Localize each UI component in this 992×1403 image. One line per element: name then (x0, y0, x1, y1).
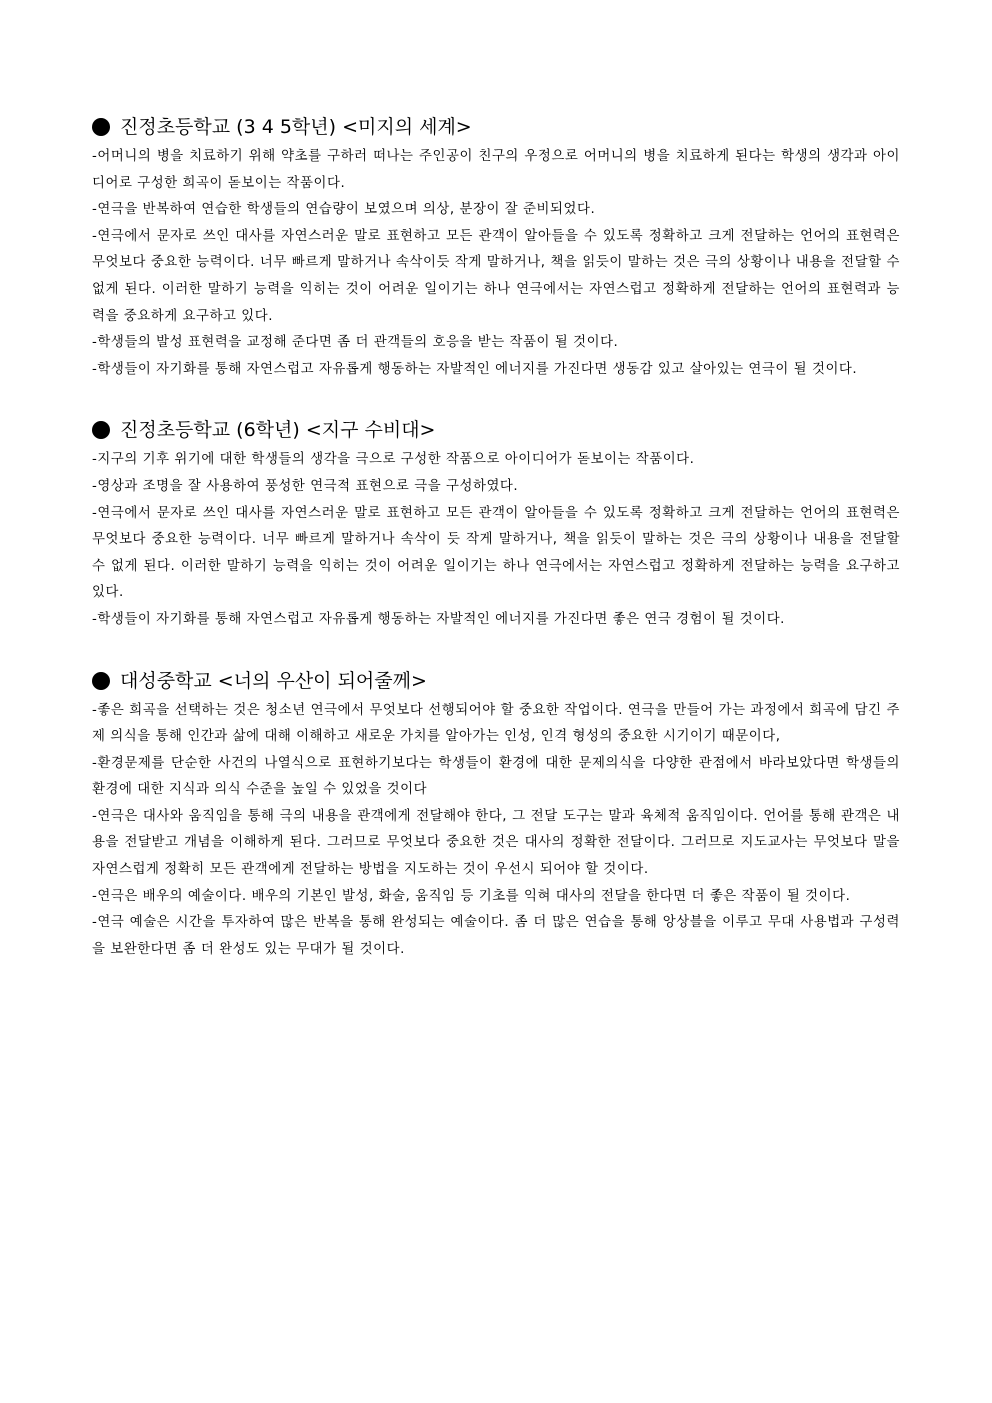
section-title: 진정초등학교 (6학년) <지구 수비대> (120, 419, 436, 442)
review-paragraph: -환경문제를 단순한 사건의 나열식으로 표현하기보다는 학생들이 환경에 대한 문제의식을 다양한 관점에서 바라보았다면 학생들의 환경에 대한 지식과 의식 수준을 높일 수 있었을 것이다 (92, 755, 900, 798)
section-heading (92, 112, 900, 142)
review-paragraph: -연극은 배우의 예술이다. 배우의 기본인 발성, 화술, 움직임 등 기초를 익혀 대사의 전달을 한다면 더 좋은 작품이 될 것이다. (92, 888, 851, 904)
review-paragraph: -연극은 대사와 움직임을 통해 극의 내용을 관객에게 전달해야 한다, 그 전달 도구는 말과 육체적 움직임이다. 언어를 통해 관객은 내용을 전달받고 개념을 이해하게 된다. 그러므로 무엇보다 중요한 것은 대사의 정확한 전달이다. 그러므로 지도교사는 무엇보다 말을 자연스럽게 정확히 모든 관객에게 전달하는 방법을 지도하는 것이 우선시 되어야 할 것이다. (92, 808, 900, 878)
review-paragraph: -학생들이 자기화를 통해 자연스럽고 자유롭게 행동하는 자발적인 에너지를 가진다면 좋은 연극 경험이 될 것이다. (92, 611, 785, 627)
review-paragraph: -연극에서 문자로 쓰인 대사를 자연스러운 말로 표현하고 모든 관객이 알아들을 수 있도록 정확하고 크게 전달하는 언어의 표현력은 무엇보다 중요한 능력이다. 너무 빠르게 말하거나 속삭이 듯 작게 말하거나, 책을 읽듯이 말하는 것은 극의 상황이나 내용을 전달할 수 없게 된다. 이러한 말하기 능력을 익히는 것이 어려운 일이기는 하나 연극에서는 자연스럽고 정확하게 전달하는 능력을 요구하고 있다. (92, 505, 900, 601)
document-page (92, 112, 900, 995)
section-heading (92, 666, 900, 696)
review-section-daeseong (92, 666, 900, 964)
review-paragraph: -연극에서 문자로 쓰인 대사를 자연스러운 말로 표현하고 모든 관객이 알아들을 수 있도록 정확하고 크게 전달하는 언어의 표현력은 무엇보다 중요한 능력이다. 너무 빠르게 말하거나 속삭이듯 작게 말하거나, 책을 읽듯이 말하는 것은 극의 상황이나 내용을 전달할 수 없게 된다. 이러한 말하기 능력을 익히는 것이 어려운 일이기는 하나 연극에서는 자연스럽고 정확하게 전달하는 언어의 표현력과 능력을 중요하게 요구하고 있다. (92, 228, 900, 324)
bullet-icon (92, 118, 110, 136)
bullet-icon (92, 421, 110, 439)
review-section-jinjeong-6 (92, 415, 900, 633)
review-paragraph: -연극 예술은 시간을 투자하여 많은 반복을 통해 완성되는 예술이다. 좀 더 많은 연습을 통해 앙상블을 이루고 무대 사용법과 구성력을 보완한다면 좀 더 완성도 있는 무대가 될 것이다. (92, 915, 900, 957)
section-heading (92, 415, 900, 445)
review-paragraph: -지구의 기후 위기에 대한 학생들의 생각을 극으로 구성한 작품으로 아이디어가 돋보이는 작품이다. (92, 452, 695, 468)
bullet-icon (92, 672, 110, 690)
section-title: 진정초등학교 (3 4 5학년) <미지의 세계> (120, 116, 472, 138)
section-title: 대성중학교 <너의 우산이 되어줄께> (120, 669, 427, 692)
review-paragraph: -영상과 조명을 잘 사용하여 풍성한 연극적 표현으로 극을 구성하였다. (92, 478, 519, 494)
review-paragraph: -좋은 희곡을 선택하는 것은 청소년 연극에서 무엇보다 선행되어야 할 중요한 작업이다. 연극을 만들어 가는 과정에서 희곡에 담긴 주제 의식을 통해 인간과 삶에 대해 이해하고 새로운 가치를 알아가는 인성, 인격 형성의 중요한 시기이기 때문이다, (92, 702, 900, 745)
review-paragraph: -학생들이 자기화를 통해 자연스럽고 자유롭게 행동하는 자발적인 에너지를 가진다면 생동감 있고 살아있는 연극이 될 것이다. (92, 361, 858, 377)
review-paragraph: -학생들의 발성 표현력을 교정해 준다면 좀 더 관객들의 호응을 받는 작품이 될 것이다. (92, 335, 619, 351)
review-paragraph: -어머니의 병을 치료하기 위해 약초를 구하러 떠나는 주인공이 친구의 우정으로 어머니의 병을 치료하게 된다는 학생의 생각과 아이디어로 구성한 희곡이 돋보이는 작품이다. (92, 149, 900, 191)
review-paragraph: -연극을 반복하여 연습한 학생들의 연습량이 보였으며 의상, 분장이 잘 준비되었다. (92, 202, 596, 218)
review-section-jinjeong-345 (92, 112, 900, 383)
